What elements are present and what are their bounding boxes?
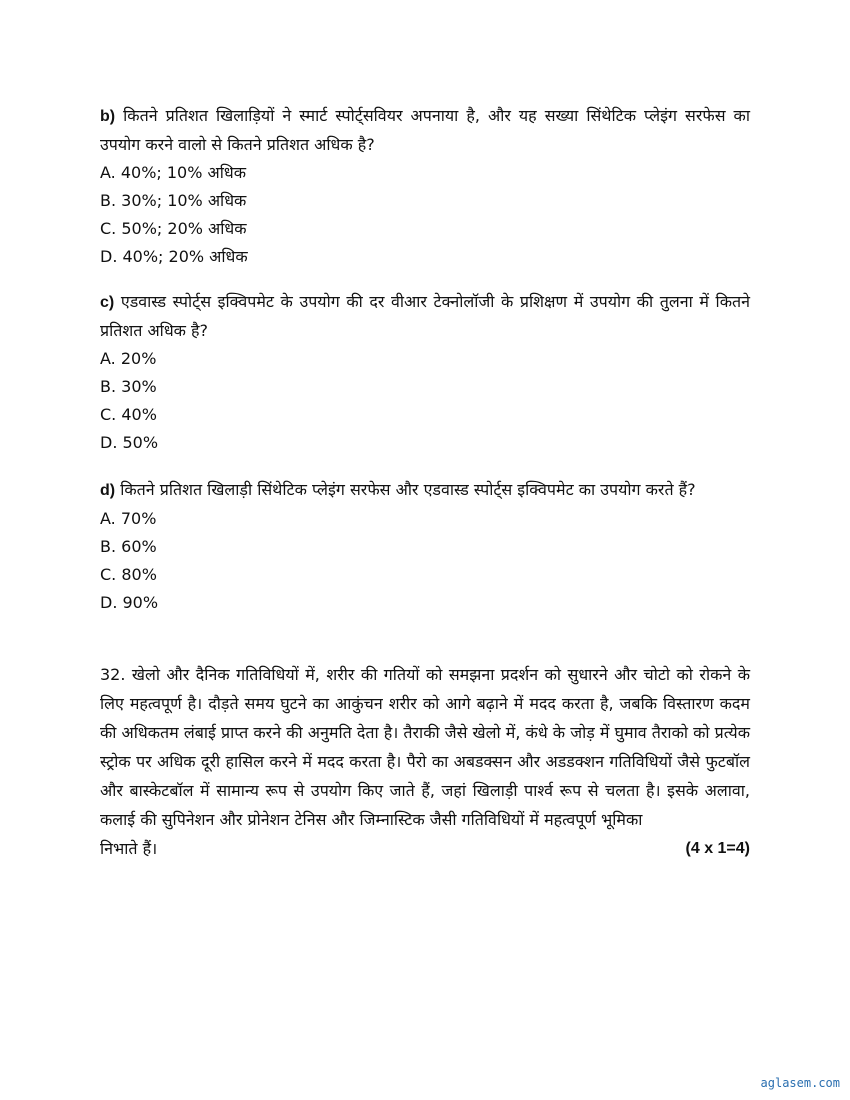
passage-question-32: [100, 660, 750, 863]
question-body: एडवास्ड स्पोर्ट्स इक्विपमेट के उपयोग की दर वीआर टेक्नोलॉजी के प्रशिक्षण में उपयोग की तुलना में कितने प्रतिशत अधिक है?: [100, 292, 750, 340]
option: C. 80%: [100, 565, 157, 584]
passage-text: 32. खेलो और दैनिक गतिविधियों में, शरीर की गतियों को समझना प्रदर्शन को सुधारने और चोटो को रोकने के लिए महत्वपूर्ण है। दौड़ते समय घुटने का आकुंचन शरीर को आगे बढ़ाने में मदद करता है, जबकि विस्तारण कदम की अधिकतम लंबाई प्राप्त करने की अनुमति देता है। तैराकी जैसे खेलो में, कंधे के जोड़ में घुमाव तैराको को प्रत्येक स्ट्रोक पर अधिक दूरी हासिल करने में मदद करता है। पैरो का अबडक्सन और अडडक्शन गतिविधियों जैसे फुटबॉल और बास्केटबॉल में सामान्य रूप से उपयोग किए जाते हैं, जहां खिलाड़ी पार्श्व रूप से चलता है। इसके अलावा, कलाई की सुपिनेशन और प्रोनेशन टेनिस और जिम्नास्टिक जैसी गतिविधियों में महत्वपूर्ण भूमिका: [100, 665, 750, 829]
option: B. 60%: [100, 537, 157, 556]
option: D. 90%: [100, 593, 159, 612]
option: D. 50%: [100, 433, 159, 452]
passage-end-line: [100, 834, 750, 863]
options-list: [100, 505, 750, 617]
option: A. 20%: [100, 349, 157, 368]
option: D. 40%; 20% अधिक: [100, 247, 248, 266]
question-label: b): [100, 108, 116, 125]
option: B. 30%; 10% अधिक: [100, 191, 247, 210]
question-body: कितने प्रतिशत खिलाड़ी सिंथेटिक प्लेइंग सरफेस और एडवास्ड स्पोर्ट्स इक्विपमेट का उपयोग करते हैं?: [120, 480, 696, 499]
passage-last-line: निभाते हैं।: [100, 839, 158, 858]
option: A. 40%; 10% अधिक: [100, 163, 247, 182]
question-c: [100, 288, 750, 457]
question-b: [100, 102, 750, 271]
options-list: [100, 159, 750, 271]
marks-badge: (4 x 1=4): [685, 840, 750, 857]
question-text: [100, 288, 750, 345]
question-d: [100, 476, 750, 617]
option: A. 70%: [100, 509, 157, 528]
question-text: [100, 102, 750, 159]
option: C. 50%; 20% अधिक: [100, 219, 247, 238]
question-body: कितने प्रतिशत खिलाड़ियों ने स्मार्ट स्पोर्ट्सवियर अपनाया है, और यह सख्या सिंथेटिक प्लेइंग सरफेस का उपयोग करने वालो से कितने प्रतिशत अधिक है?: [100, 106, 750, 154]
question-text: [100, 476, 750, 505]
question-label: c): [100, 294, 115, 311]
question-label: d): [100, 482, 116, 499]
options-list: [100, 345, 750, 457]
option: C. 40%: [100, 405, 157, 424]
option: B. 30%: [100, 377, 157, 396]
footer-watermark: aglasem.com: [760, 1076, 840, 1090]
